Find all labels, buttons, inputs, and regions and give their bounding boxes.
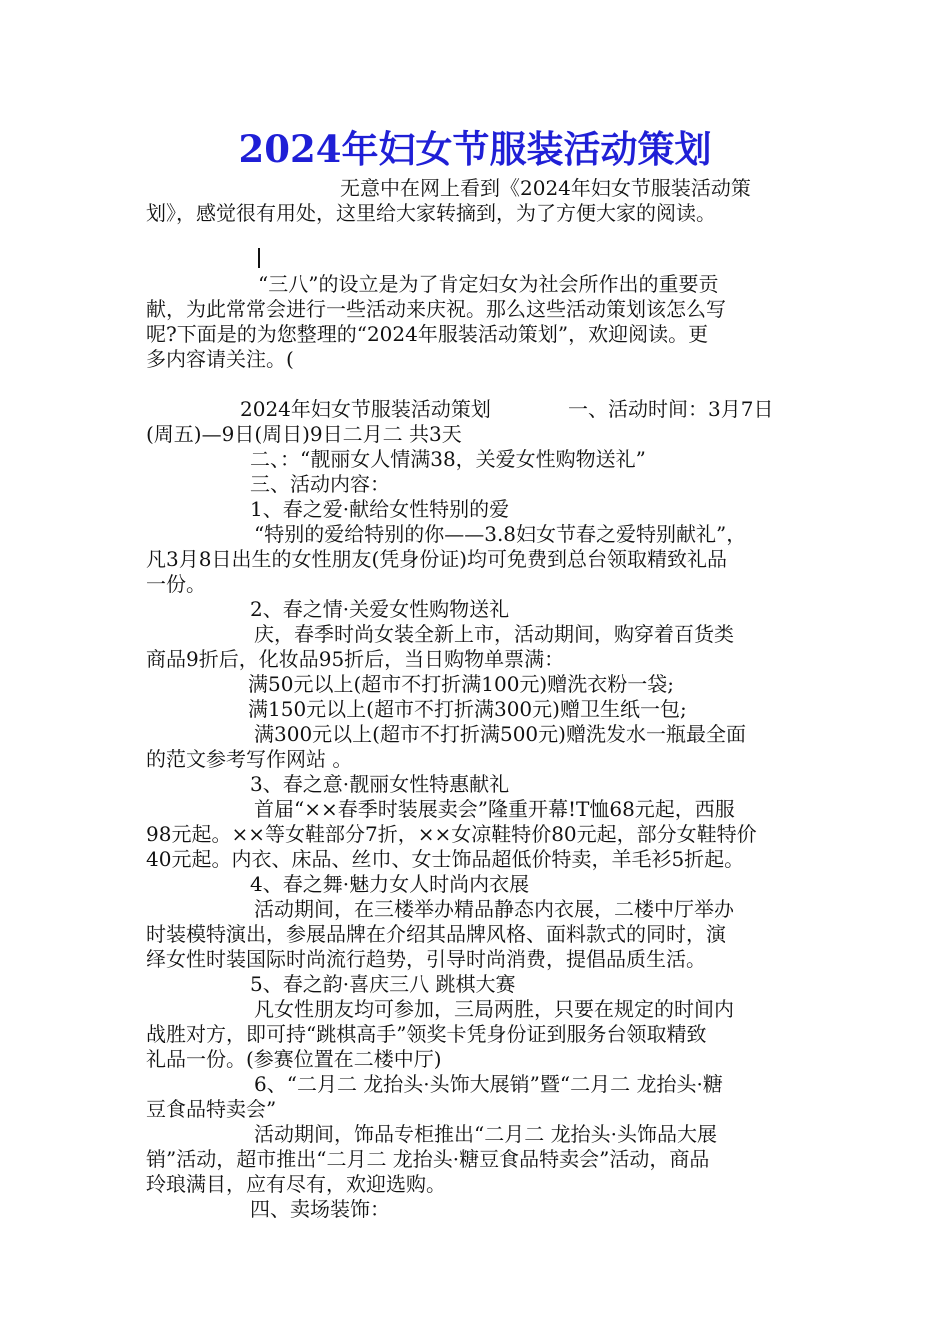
item2-line-2: 商品9折后，化妆品95折后，当日购物单票满： [146,647,565,671]
item1-line-2: 凡3月8日出生的女性朋友(凭身份证)均可免费到总台领取精致礼品 [146,547,728,571]
item4-heading: 4、春之舞·魅力女人时尚内衣展 [250,872,530,896]
item2-heading: 2、春之情·关爱女性购物送礼 [250,597,510,621]
item6-heading-line-1: 6、“二月二 龙抬头·头饰大展销”暨“二月二 龙抬头·糖 [254,1072,723,1096]
intro-line-2: 划》，感觉很有用处，这里给大家转摘到，为了方便大家的阅读。 [146,201,716,225]
item2-line-4: 满150元以上(超市不打折满300元)赠卫生纸一包; [248,697,687,721]
item2-line-5: 满300元以上(超市不打折满500元)赠洗发水一瓶最全面 [254,722,746,746]
item2-line-6: 的范文参考写作网站 。 [146,747,353,771]
text-cursor [258,248,260,268]
document-title: 2024年妇女节服装活动策划 [238,127,712,171]
activity-time-heading: 一、活动时间：3月7日 [568,397,774,421]
item6-heading-line-2: 豆食品特卖会” [146,1097,277,1121]
content-heading: 三、活动内容： [250,472,390,496]
item1-heading: 1、春之爱·献给女性特别的爱 [250,497,510,521]
para1-line-2: 献，为此常常会进行一些活动来庆祝。那么这些活动策划该怎么写 [146,297,726,321]
item2-line-1: 庆，春季时尚女装全新上市，活动期间，购穿着百货类 [254,622,734,646]
item5-line-1: 凡女性朋友均可参加，三局两胜，只要在规定的时间内 [254,997,734,1021]
theme-heading: 二、：“靓丽女人情满38，关爱女性购物送礼” [250,447,646,471]
item5-line-3: 礼品一份。(参赛位置在二楼中厅) [146,1047,442,1071]
item4-line-1: 活动期间，在三楼举办精品静态内衣展，二楼中厅举办 [254,897,734,921]
section-title: 2024年妇女节服装活动策划 [240,397,491,421]
item5-line-2: 战胜对方，即可持“跳棋高手”领奖卡凭身份证到服务台领取精致 [146,1022,707,1046]
para1-line-1: “三八”的设立是为了肯定妇女为社会所作出的重要贡 [258,272,719,296]
item6-line-2: 销”活动，超市推出“二月二 龙抬头·糖豆食品特卖会”活动，商品 [146,1147,710,1171]
para1-line-4: 多内容请关注。( [146,347,294,371]
item3-line-2: 98元起。××等女鞋部分7折，××女凉鞋特价80元起，部分女鞋特价 [146,822,757,846]
decoration-heading: 四、卖场装饰： [250,1197,390,1221]
item4-line-3: 绎女性时装国际时尚流行趋势，引导时尚消费，提倡品质生活。 [146,947,706,971]
item4-line-2: 时装模特演出，参展品牌在介绍其品牌风格、面料款式的同时，演 [146,922,726,946]
item3-line-3: 40元起。内衣、床品、丝巾、女士饰品超低价特卖，羊毛衫5折起。 [146,847,745,871]
intro-line-1: 无意中在网上看到《2024年妇女节服装活动策 [340,176,751,200]
item3-line-1: 首届“××春季时装展卖会”隆重开幕!T恤68元起，西服 [254,797,735,821]
item3-heading: 3、春之意·靓丽女性特惠献礼 [250,772,510,796]
item1-line-1: “特别的爱给特别的你——3.8妇女节春之爱特别献礼”， [254,522,747,546]
item1-line-3: 一份。 [146,572,206,596]
item2-line-3: 满50元以上(超市不打折满100元)赠洗衣粉一袋; [248,672,674,696]
para1-line-3: 呢?下面是的为您整理的“2024年服装活动策划”，欢迎阅读。更 [146,322,709,346]
activity-time-detail: (周五)—9日(周日)9日二月二 共3天 [146,422,462,446]
item5-heading: 5、春之韵·喜庆三八 跳棋大赛 [250,972,516,996]
item6-line-1: 活动期间，饰品专柜推出“二月二 龙抬头·头饰品大展 [254,1122,717,1146]
item6-line-3: 玲琅满目，应有尽有，欢迎选购。 [146,1172,446,1196]
